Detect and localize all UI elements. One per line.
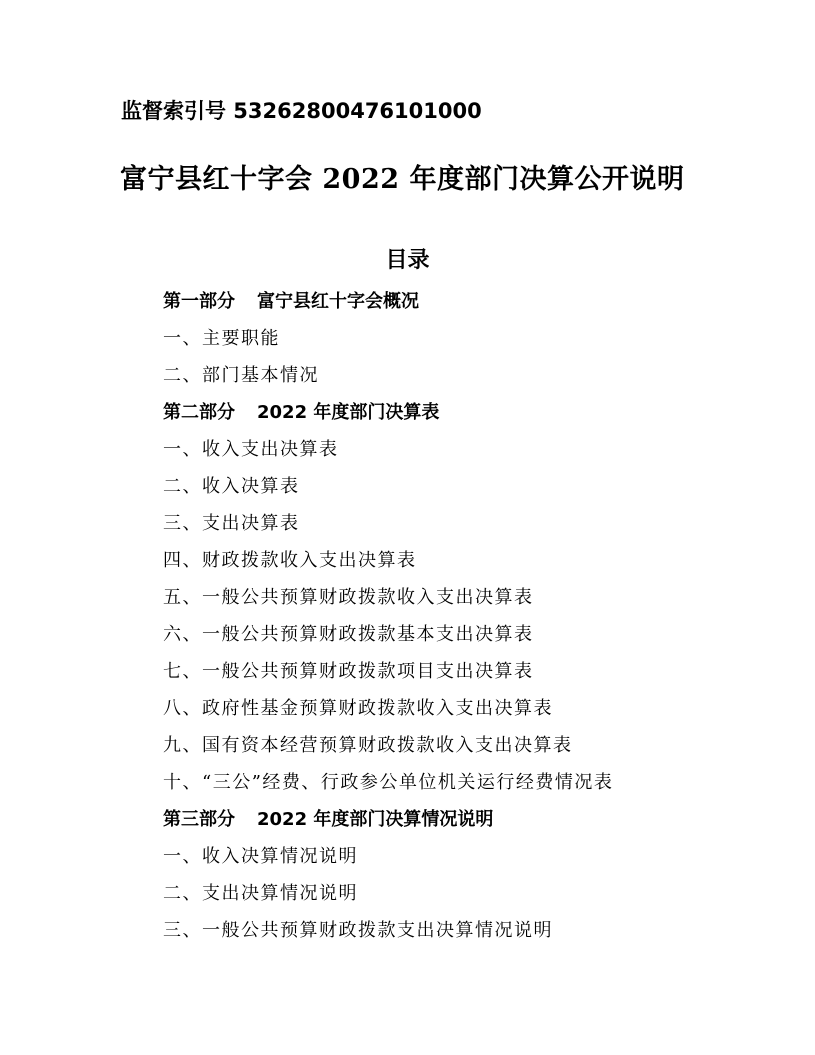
toc-entry-text: 三、一般公共预算财政拨款支出决算情况说明 bbox=[163, 920, 553, 941]
toc-entry bbox=[163, 579, 613, 616]
toc-entry-text: 一、收入支出决算表 bbox=[163, 439, 339, 460]
toc-entry-text: 九、国有资本经营预算财政拨款收入支出决算表 bbox=[163, 735, 573, 756]
toc-entry bbox=[163, 764, 613, 801]
toc-entry-text: 一、收入决算情况说明 bbox=[163, 846, 358, 867]
toc-part-title: 2022 年度部门决算情况说明 bbox=[257, 809, 494, 830]
toc-entry-text: 二、支出决算情况说明 bbox=[163, 883, 358, 904]
toc-entry bbox=[163, 838, 613, 875]
toc-entry bbox=[163, 542, 613, 579]
toc-entry-text: 二、收入决算表 bbox=[163, 476, 300, 497]
document-title: 富宁县红十字会 2022 年度部门决算公开说明 bbox=[120, 164, 685, 195]
toc-entry-text: 六、一般公共预算财政拨款基本支出决算表 bbox=[163, 624, 534, 645]
toc-entry-text: 七、一般公共预算财政拨款项目支出决算表 bbox=[163, 661, 534, 682]
toc-entry-text: 十、“三公”经费、行政参公单位机关运行经费情况表 bbox=[163, 772, 614, 793]
toc-entry bbox=[163, 875, 613, 912]
toc-part-label: 第三部分 bbox=[163, 809, 235, 830]
toc-part-title: 2022 年度部门决算表 bbox=[257, 402, 440, 423]
toc-entry-text: 八、政府性基金预算财政拨款收入支出决算表 bbox=[163, 698, 553, 719]
toc-entry bbox=[163, 431, 613, 468]
toc-entry bbox=[163, 653, 613, 690]
toc-entry bbox=[163, 320, 613, 357]
toc-part-title: 富宁县红十字会概况 bbox=[257, 291, 419, 312]
toc-entry-text: 一、主要职能 bbox=[163, 328, 280, 349]
toc-part-heading bbox=[163, 283, 613, 320]
toc-part-label: 第二部分 bbox=[163, 402, 235, 423]
toc-entry bbox=[163, 727, 613, 764]
toc-part-label: 第一部分 bbox=[163, 291, 235, 312]
toc-part-heading bbox=[163, 394, 613, 431]
toc-heading: 目录 bbox=[385, 247, 430, 273]
toc-entry bbox=[163, 912, 613, 949]
toc-entry bbox=[163, 468, 613, 505]
toc-entry bbox=[163, 616, 613, 653]
toc-entry bbox=[163, 505, 613, 542]
toc-part-heading bbox=[163, 801, 613, 838]
supervision-index-number: 监督索引号 53262800476101000 bbox=[121, 99, 482, 123]
toc-entry bbox=[163, 357, 613, 394]
toc-entry-text: 五、一般公共预算财政拨款收入支出决算表 bbox=[163, 587, 534, 608]
toc-entry-text: 二、部门基本情况 bbox=[163, 365, 319, 386]
toc-entry-text: 三、支出决算表 bbox=[163, 513, 300, 534]
toc-entry-text: 四、财政拨款收入支出决算表 bbox=[163, 550, 417, 571]
toc-entry bbox=[163, 690, 613, 727]
table-of-contents bbox=[163, 283, 613, 949]
